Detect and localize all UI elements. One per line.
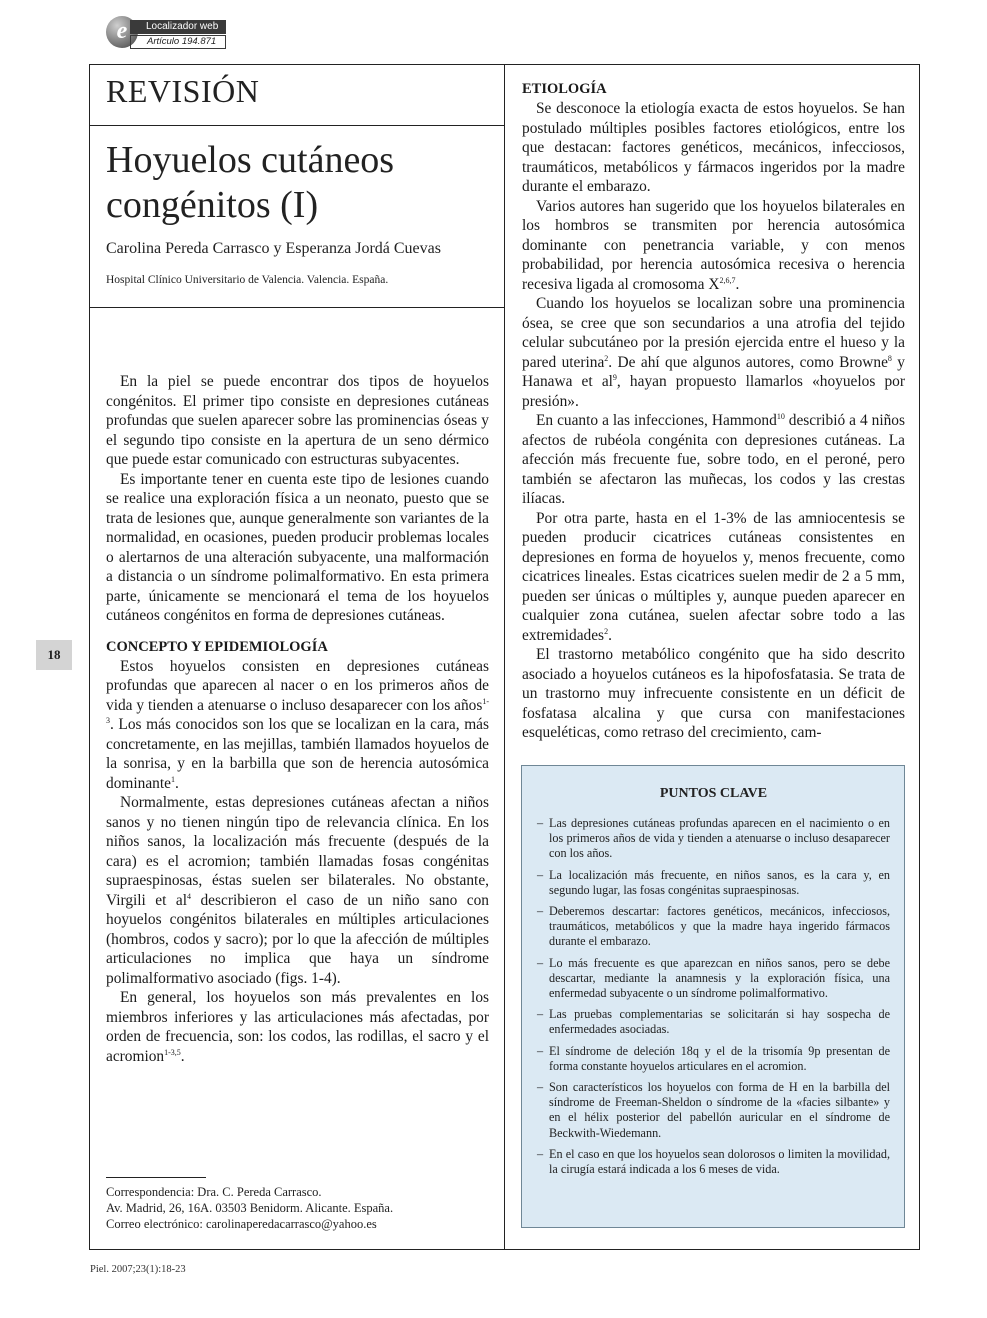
etiologia-paragraph-1: Se desconoce la etiología exacta de estos hoyuelos. Se han postulado múltiples posibles factores etiológicos, entre los que destacan: factores genéticos, mecánicos, infecciosos, traumáticos, metabólicos y fármacos ingeridos por la madre durante el embarazo. xyxy=(522,100,905,195)
concepto-heading: CONCEPTO Y EPIDEMIOLOGÍA xyxy=(106,638,328,655)
intro-paragraph-2: Es importante tener en cuenta este tipo de lesiones cuando se realice una exploración física a un neonato, puesto que se trata de lesiones que, aunque generalmente son variantes de la normalidad, en ocasiones, pueden producir problemas locales o alertarnos de una alteración subyacente, una malformación a distancia o un síndrome polimalformativo. En esta primera parte, únicamente se mencionará el tema de los hoyuelos cutáneos congénitos en forma de depresiones cutáneas. xyxy=(106,470,489,624)
journal-citation: Piel. 2007;23(1):18-23 xyxy=(90,1264,186,1275)
concepto-paragraph-2: Normalmente, estas depresiones cutáneas afectan a niños sanos y no tienen ningún tipo de relevancia clínica. En los niños sanos, la localización más frecuente (después de la cara) es el acromion; también llamadas fosas congénitas supraespinosas, éstas suelen ser bilaterales. No obstante, Virgili et $al^4$ describieron el caso de un niño sano con hoyuelos congénitos bilaterales en múltiples articulaciones (hombros, codos y sacro); por lo que la afección de múltiples articulaciones no implica que haya un síndrome polimalformativo asociado (figs. 1-4). xyxy=(106,794,490,987)
key-points-title: PUNTOS CLAVE xyxy=(659,786,768,801)
authors: Carolina Pereda Carrasco y Esperanza Jordá Cuevas xyxy=(106,240,441,257)
correspondence xyxy=(106,1184,393,1232)
web-locator-badge xyxy=(106,14,224,54)
badge-article: Artículo 194.871 xyxy=(130,35,226,49)
key-point-item: – El síndrome de deleción 18q y el de la trisomía 9p presentan de forma constante hoyuelos articulares en el acromion. xyxy=(537,1043,890,1073)
key-point-item: – Las pruebas complementarias se solicitarán si hay sospecha de enfermedades asociadas. xyxy=(537,1007,890,1037)
column-divider xyxy=(504,64,505,1250)
concepto-paragraph-1: Estos hoyuelos consisten en depresiones cutáneas profundas que aparecen al nacer o en los primeros años de vida y tienden a atenuarse o incluso desaparecer con los años$^{1-3}$. Los más conocidos son los que se localizan en la cara, más concretamente, en las mejillas, también llamados hoyuelos de la sonrisa, y en la barbilla que son de herencia autosómica dominante$^1$. xyxy=(106,657,489,792)
header-divider xyxy=(89,307,505,308)
key-points-box xyxy=(521,765,905,1228)
key-point-item: – En el caso en que los hoyuelos sean dolorosos o limiten la movilidad, la cirugía estará indicada a los 6 meses de vida. xyxy=(537,1146,890,1177)
key-point-item: – Deberemos descartar: factores genéticos, mecánicos, infecciosos, traumáticos, metabólicos y que la madre haya ingerido fármacos durante el embarazo. xyxy=(537,904,890,949)
correspondence-address: Av. Madrid, 26, 16A. 03503 Benidorm. Alicante. España. xyxy=(106,1201,394,1215)
etiologia-paragraph-5: Por otra parte, hasta en el 1-3% de las amniocentesis se pueden producir cicatrices cutáneas consistentes en depresiones en forma de hoyuelos y, menos frecuente, como cicatrices lineales. Estas cicatrices suelen medir de 2 a 5 mm, pueden ser únicas o múltiples y, aunque pueden aparecer en cualquier zona cutánea, suelen afectar sobre todo a las extremidades$^2$. xyxy=(522,509,905,644)
etiologia-paragraph-6: El trastorno metabólico congénito que ha sido descrito asociado a hoyuelos cutáneos es la hipofosfatasia. Se trata de un trastorno muy infrecuente consistente en un déficit de fosfatasa alcalina y que cursa con manifestaciones esqueléticas, como retraso del crecimiento, cam- xyxy=(522,646,905,741)
key-point-item: – Las depresiones cutáneas profundas aparecen en el nacimiento o en los primeros años de vida y tienden a atenuarse o incluso desaparecer con los años. xyxy=(537,816,890,861)
intro-paragraph-1: En la piel se puede encontrar dos tipos de hoyuelos congénitos. El primer tipo consiste en depresiones cutáneas profundas que suelen aparecer sobre las prominencias óseas y el segundo tipo consiste en la apertura de un seno dérmico que puede estar comunicado con estructuras subyacentes. xyxy=(106,373,489,468)
page-number: 18 xyxy=(36,640,72,670)
key-point-item: – Lo más frecuente es que aparezcan en niños sanos, pero se debe descartar, mediante la anamnesis y la exploración física, una enfermedad subyacente o un síndrome polimalformativo. xyxy=(537,955,890,1001)
right-column xyxy=(522,80,905,743)
left-column xyxy=(106,372,489,1066)
title-line-2: congénitos (I) xyxy=(106,184,319,226)
section-label: REVISIÓN xyxy=(106,73,260,109)
badge-label: Localizador web xyxy=(130,20,226,34)
etiologia-paragraph-4: En cuanto a las infecciones, Hammond$^{10}$ describió a 4 niños afectos de rubéola congénita con depresiones cutáneas. La afección más frecuente fue, sobre todo, en el peroné, pero también se afectaron las muñecas, los codos y las crestas ilíacas. xyxy=(522,412,905,507)
concepto-paragraph-3: En general, los hoyuelos son más prevalentes en los miembros inferiores y las articulaciones más afectadas, por orden de frecuencia, son: los codos, las rodillas, el sacro y el acromion$^{1-3,5}$. xyxy=(106,989,489,1065)
etiologia-paragraph-2: Varios autores han sugerido que los hoyuelos bilaterales en los hombros se transmiten por herencia autosómica dominante con penetrancia variable, y con menos probabilidad, por herencia autosómica recesiva o herencia recesiva ligada al cromosoma X$^{2,6,7}$. xyxy=(522,197,905,293)
article-title xyxy=(106,138,496,228)
section-divider xyxy=(89,125,505,126)
key-point-item: – Son característicos los hoyuelos con forma de H en la barbilla del síndrome de Freeman-Sheldon o síndrome de la «facies silbante» y en el hélix posterior del pabellón auricular en el síndrome de Beckwith-Wiedemann. xyxy=(537,1080,890,1140)
key-point-item: – La localización más frecuente, en niños sanos, es la cara y, en segundo lugar, las fosas congénitas supraespinosas. xyxy=(537,867,890,897)
correspondence-name: Correspondencia: Dra. C. Pereda Carrasco. xyxy=(106,1185,322,1199)
etiologia-heading: ETIOLOGÍA xyxy=(522,81,607,97)
title-line-1: Hoyuelos cutáneos xyxy=(106,139,395,181)
footnote-rule xyxy=(106,1177,206,1178)
key-points-list xyxy=(537,816,890,1177)
affiliation: Hospital Clínico Universitario de Valencia. Valencia. España. xyxy=(106,274,389,286)
e-logo-icon: e xyxy=(106,16,138,48)
etiologia-paragraph-3: Cuando los hoyuelos se localizan sobre una prominencia ósea, se cree que son secundarios a una atrofia del tejido celular subcutáneo por la presión ejercida entre el hueso y la pared uterina$^2$. De ahí que algunos autores, como Browne$^8$ y Hanawa et $al^9$, hayan propuesto llamarlos «hoyuelos por presión». xyxy=(522,295,905,410)
correspondence-email[interactable]: Correo electrónico: carolinaperedacarrasco@yahoo.es xyxy=(106,1217,377,1231)
